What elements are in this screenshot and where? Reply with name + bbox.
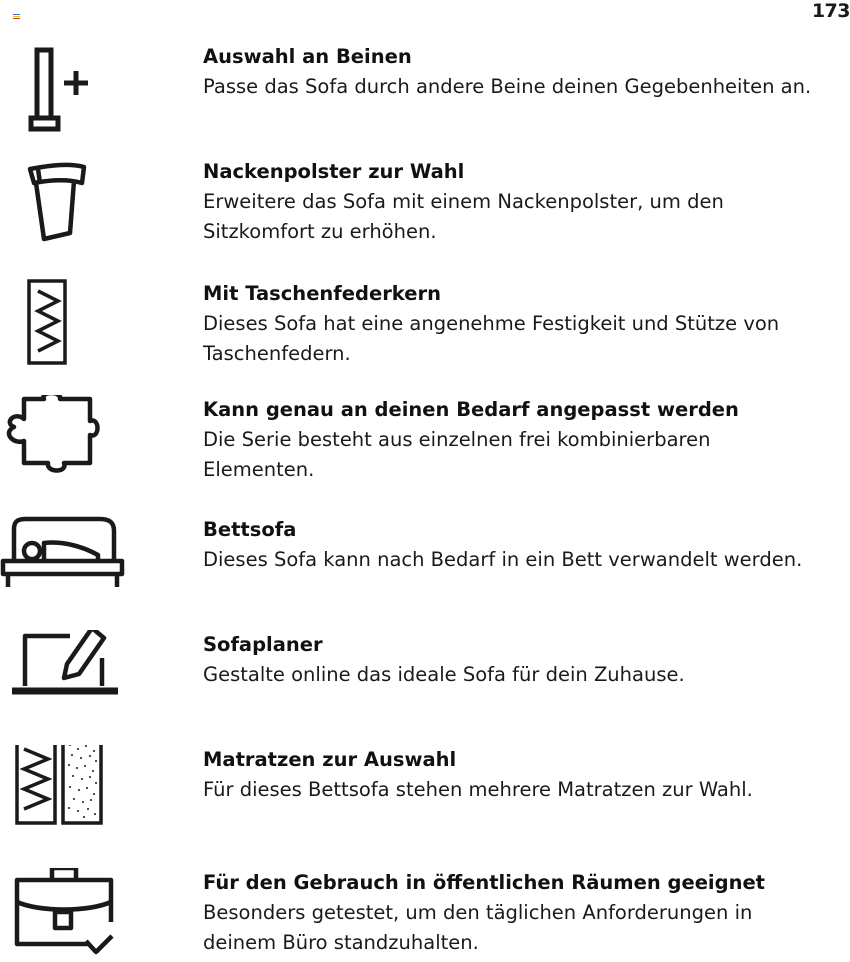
briefcase-check-icon (0, 868, 130, 958)
puzzle-icon (0, 395, 130, 485)
color-mark-icon (13, 14, 20, 19)
feature-description: Dieses Sofa kann nach Bedarf in ein Bett verwandelt werden. (203, 548, 803, 571)
feature-title: Mit Taschenfederkern (203, 282, 441, 305)
mattress-choice-icon (0, 745, 130, 835)
feature-title: Sofaplaner (203, 633, 323, 656)
feature-title: Auswahl an Beinen (203, 45, 412, 68)
feature-title: Matratzen zur Auswahl (203, 748, 457, 771)
feature-title: Für den Gebrauch in öffentlichen Räumen geeignet (203, 871, 766, 894)
feature-description: Die Serie besteht aus einzelnen frei kombinierbaren (203, 428, 711, 451)
sofa-planner-icon (0, 630, 130, 720)
legs-icon (0, 42, 130, 132)
page-number: 173 (811, 0, 850, 22)
feature-description: Elementen. (203, 458, 315, 481)
sofa-bed-icon (0, 515, 130, 605)
feature-title: Nackenpolster zur Wahl (203, 160, 465, 183)
feature-description: Taschenfedern. (203, 342, 351, 365)
feature-description: Passe das Sofa durch andere Beine deinen Gegebenheiten an. (203, 75, 812, 98)
feature-title: Kann genau an deinen Bedarf angepasst werden (203, 398, 739, 421)
pocket-spring-icon (0, 279, 130, 369)
feature-title: Bettsofa (203, 518, 297, 541)
feature-description: Besonders getestet, um den täglichen Anforderungen in (203, 901, 753, 924)
feature-description: Für dieses Bettsofa stehen mehrere Matratzen zur Wahl. (203, 778, 753, 801)
feature-description: Dieses Sofa hat eine angenehme Festigkeit und Stütze von (203, 312, 780, 335)
feature-description: Gestalte online das ideale Sofa für dein Zuhause. (203, 663, 685, 686)
feature-description: deinem Büro standzuhalten. (203, 931, 479, 954)
neck-pillow-icon (0, 157, 130, 247)
feature-description: Erweitere das Sofa mit einem Nackenpolster, um den (203, 190, 724, 213)
feature-description: Sitzkomfort zu erhöhen. (203, 220, 437, 243)
